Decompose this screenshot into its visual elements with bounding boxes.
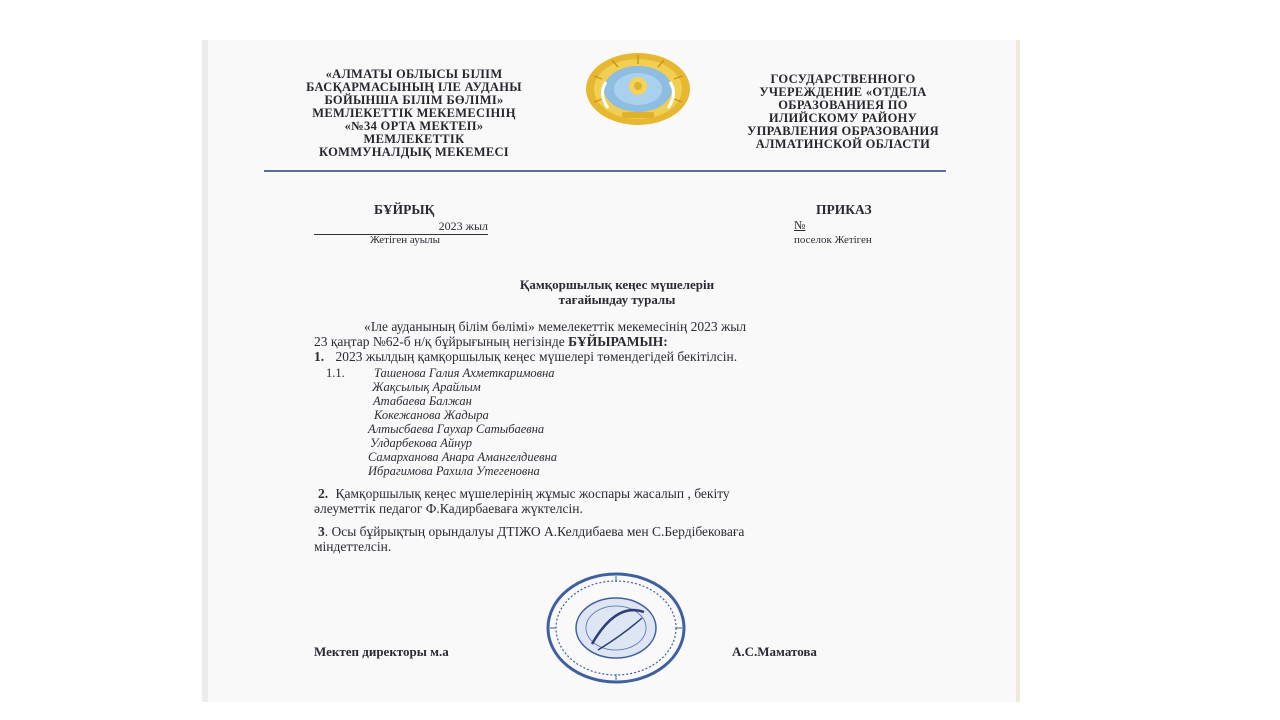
header-left-line: «АЛМАТЫ ОБЛЫСЫ БІЛІМ <box>325 67 503 81</box>
member-name: Самарханова Анара Амангелдиевна <box>368 450 558 464</box>
header-divider <box>264 170 946 172</box>
item-2-text: Қамқоршылық кеңес мүшелерінің жұмыс жоспары жасалып , бекіту <box>335 486 730 501</box>
page-edge <box>202 40 208 702</box>
item-3-cont: міндеттелсін. <box>314 539 392 554</box>
header-left-line: МЕМЛЕКЕТТІК <box>363 132 465 146</box>
member-name: Жақсылық Арайлым <box>372 380 481 394</box>
order-subject <box>452 277 782 307</box>
item-3 <box>318 524 744 540</box>
order-number-ru <box>794 218 874 233</box>
page-edge <box>1016 40 1020 702</box>
member-name: Алтысбаева Гаухар Сатыбаевна <box>368 422 545 436</box>
signature-name: А.С.Маматова <box>732 644 817 659</box>
header-right-line: ИЛИЙСКОМУ РАЙОНУ <box>768 111 918 125</box>
header-right-line: ГОСУДАРСТВЕННОГО <box>770 72 916 86</box>
header-right-line: УПРАВЛЕНИЯ ОБРАЗОВАНИЯ <box>747 124 939 138</box>
item-2-cont: әлеуметтік педагог Ф.Кадирбаеваға жүктелсін. <box>314 501 583 516</box>
member-name: Ибрагимова Рахила Утегеновна <box>368 464 540 478</box>
official-stamp <box>546 572 686 684</box>
header-right-line: УЧЕРЕЖДЕНИЕ «ОТДЕЛА <box>759 85 927 99</box>
member-name: Улдарбекова Айнур <box>370 436 472 450</box>
item-3-number: 3 <box>318 524 325 539</box>
document-page <box>202 40 1020 702</box>
item-1-number: 1. <box>314 349 325 364</box>
item-3-text: . Осы бұйрықтың орындалуы ДТІЖО А.Келдибаева мен С.Бердібековаға <box>324 524 745 539</box>
item-2-number: 2. <box>318 486 329 501</box>
order-date-kz <box>314 219 488 235</box>
order-date-text: 2023 жыл <box>438 219 488 233</box>
order-place-ru: поселок Жетіген <box>794 234 872 246</box>
member-name: Кокежанова Жадыра <box>374 408 489 422</box>
header-left-line: «№34 ОРТА МЕКТЕП» <box>344 119 484 133</box>
order-place-kz: Жетіген ауылы <box>370 234 441 246</box>
order-number-sign: № <box>794 218 806 232</box>
subitem-number: 1.1. <box>326 366 345 380</box>
header-left-line: КОММУНАЛДЫҚ МЕКЕМЕСІ <box>319 145 509 159</box>
header-left-line: МЕМЛЕКЕТТІК МЕКЕМЕСІНІҢ <box>312 106 516 120</box>
item-2 <box>318 486 730 502</box>
member-name: Ташенова Галия Ахметкаримовна <box>374 366 555 380</box>
header-right-line: ОБРАЗОВАНИЕЯ ПО <box>778 98 908 112</box>
intro-line: «Іле ауданының білім бөлімі» мемелекеттік мекемесінің 2023 жыл <box>364 319 747 334</box>
state-emblem <box>584 52 692 126</box>
header-left-line: БОЙЫНША БІЛІМ БӨЛІМІ» <box>324 93 504 107</box>
header-right-block <box>708 73 978 151</box>
decree-word: БҰЙЫРАМЫН: <box>568 334 668 349</box>
intro-line-2 <box>314 334 668 350</box>
order-title-kz: БҰЙРЫҚ <box>374 202 435 217</box>
header-right-line: АЛМАТИНСКОЙ ОБЛАСТИ <box>755 137 931 151</box>
header-left-block <box>264 68 564 159</box>
intro-text: 23 қаңтар №62-б н/қ бұйрығының негізінде <box>314 334 565 349</box>
member-name: Атабаева Балжан <box>373 394 472 408</box>
signature-position: Мектеп директоры м.а <box>314 644 449 659</box>
order-title-ru: ПРИКАЗ <box>816 202 872 217</box>
subject-line: тағайындау туралы <box>558 292 676 307</box>
item-1 <box>314 349 737 365</box>
header-left-line: БАСҚАРМАСЫНЫҢ ІЛЕ АУДАНЫ <box>306 80 522 94</box>
subject-line: Қамқоршылық кеңес мүшелерін <box>519 277 715 292</box>
item-1-text: 2023 жылдың қамқоршылық кеңес мүшелері төмендегідей бекітілсін. <box>335 349 738 364</box>
